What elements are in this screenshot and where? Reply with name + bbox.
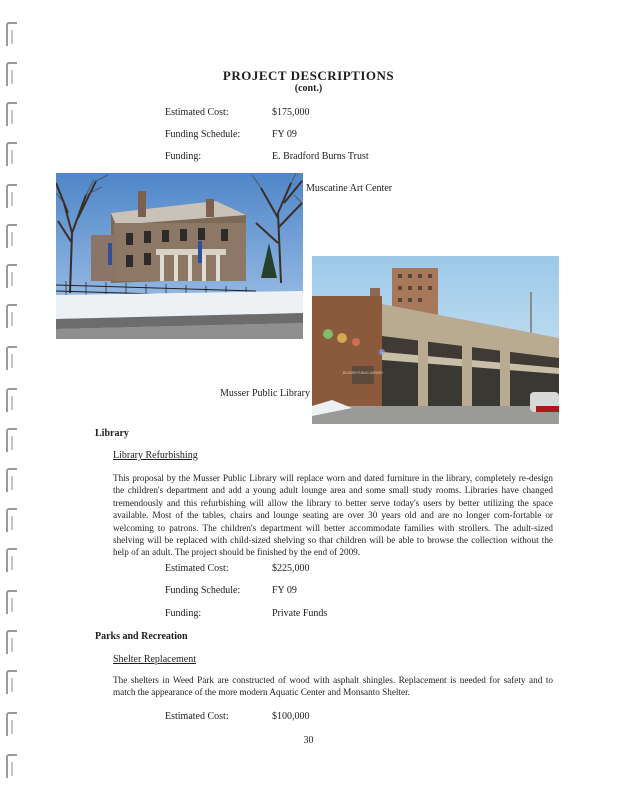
page-subtitle: (cont.) (294, 83, 323, 94)
binder-ring (6, 754, 17, 778)
art-center-caption: Muscatine Art Center (306, 183, 393, 194)
binder-edge (0, 0, 24, 800)
section-heading-library: Library (95, 428, 129, 439)
library-sign: MUSSER PUBLIC LIBRARY (342, 371, 384, 375)
binder-ring (6, 630, 17, 654)
shelter-replacement-heading: Shelter Replacement (113, 654, 197, 665)
funding-schedule-label: Funding Schedule: (165, 129, 241, 140)
binder-ring (6, 304, 17, 328)
binder-ring (6, 508, 17, 532)
binder-ring (6, 142, 17, 166)
funding-label: Funding: (165, 608, 202, 619)
library-photo (312, 256, 559, 424)
library-refurbishing-heading: Library Refurbishing (113, 450, 198, 461)
shelter-description: The shelters in Weed Park are constructed of wood with asphalt shingles. Replacement is needed for safety and to match the appearance of the more modern Aquatic Center and Monsanto Shelter. (113, 675, 553, 698)
funding-label: Funding: (165, 151, 202, 162)
estimated-cost-label: Estimated Cost: (165, 107, 229, 118)
estimated-cost-label: Estimated Cost: (165, 563, 229, 574)
funding-value: E. Bradford Burns Trust (272, 151, 369, 162)
binder-ring (6, 388, 17, 412)
funding-value: Private Funds (272, 608, 328, 619)
binder-ring (6, 548, 17, 572)
estimated-cost-value: $225,000 (272, 563, 310, 574)
binder-ring (6, 264, 17, 288)
binder-ring (6, 184, 17, 208)
page-number: 30 (303, 735, 314, 746)
section-heading-parks: Parks and Recreation (95, 631, 188, 642)
binder-ring (6, 346, 17, 370)
estimated-cost-value: $100,000 (272, 711, 310, 722)
estimated-cost-label: Estimated Cost: (165, 711, 229, 722)
funding-schedule-value: FY 09 (272, 129, 297, 140)
funding-schedule-value: FY 09 (272, 585, 297, 596)
binder-ring (6, 224, 17, 248)
binder-ring (6, 102, 17, 126)
binder-ring (6, 428, 17, 452)
funding-schedule-label: Funding Schedule: (165, 585, 241, 596)
binder-ring (6, 670, 17, 694)
estimated-cost-value: $175,000 (272, 107, 310, 118)
binder-ring (6, 22, 17, 46)
art-center-photo (56, 173, 303, 339)
binder-ring (6, 468, 17, 492)
page-title: PROJECT DESCRIPTIONS (222, 68, 395, 83)
binder-ring (6, 590, 17, 614)
library-description: This proposal by the Musser Public Library will replace worn and dated furniture in the library, completely re-design the children's department and add a young adult lounge area and some small study rooms. Libraries have changed tremendously and this refurbishing will allow the library to better serve today's users by better utilizing the space available. Most of the tables, chairs and lounge seating are over 30 years old and are no longer com-fortable or welcoming to patrons. The children's department will better accommodate families with strollers. The adult-sized shelving will be replaced with child-sized shelving so that children will be able to browse the collection without the help of an adult. The project should be finished by the end of 2009. (113, 473, 553, 558)
binder-ring (6, 712, 17, 736)
library-caption: Musser Public Library (220, 388, 310, 399)
